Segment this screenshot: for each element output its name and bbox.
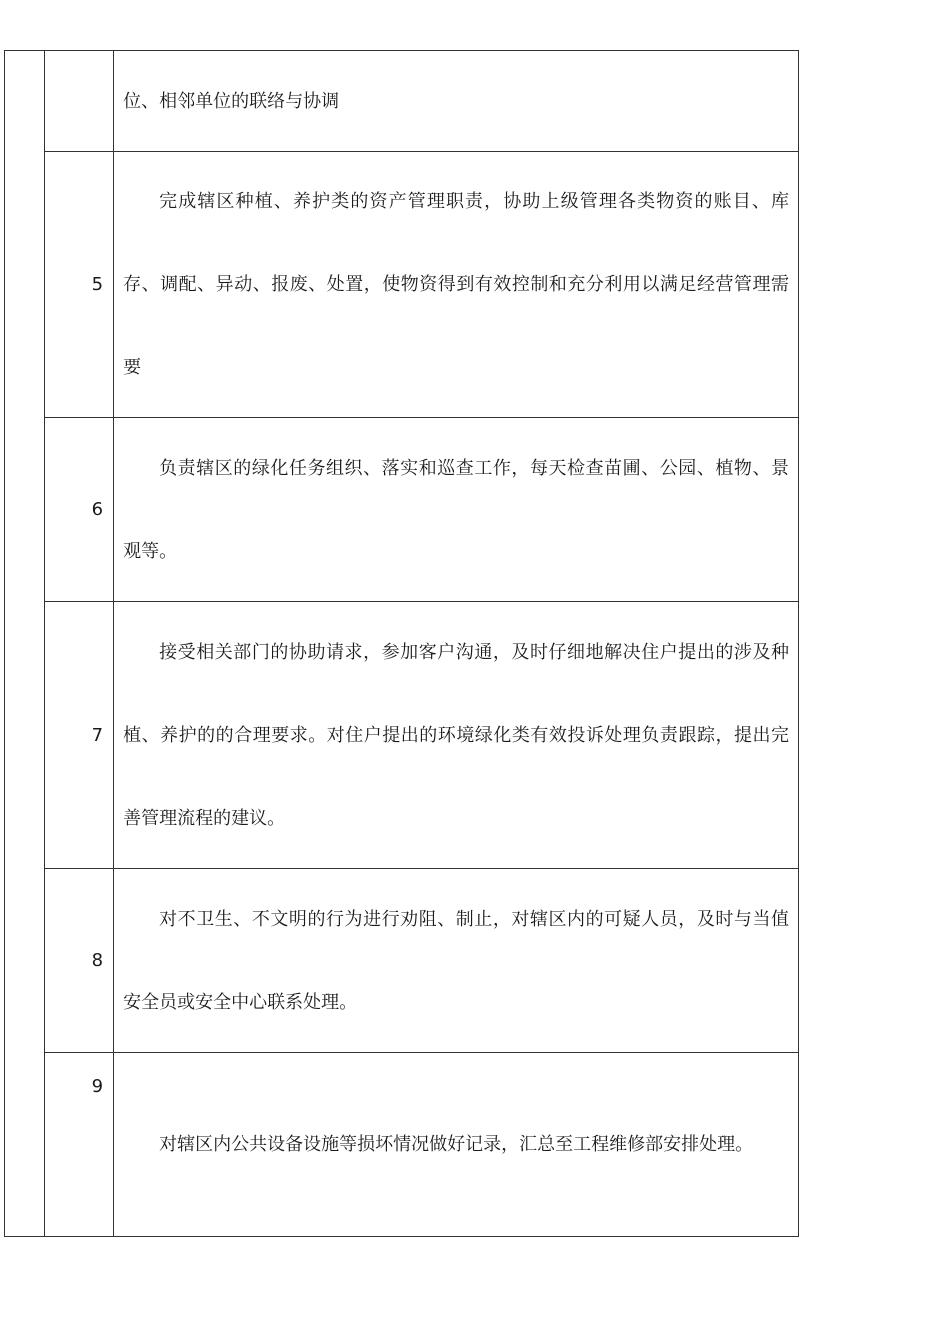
- duty-text-content: 对不卫生、不文明的行为进行劝阻、制止，对辖区内的可疑人员，及时与当值安全员或安全中心联系处理。: [123, 908, 789, 1013]
- table-row: [5, 602, 799, 869]
- duty-text: [114, 602, 799, 869]
- row-number: 6: [45, 418, 114, 602]
- duty-text: [114, 51, 799, 152]
- outer-label-cell: [5, 51, 45, 1237]
- duty-text-content: 负责辖区的绿化任务组织、落实和巡查工作，每天检查苗圃、公园、植物、景观等。: [123, 457, 789, 562]
- row-number: 7: [45, 602, 114, 869]
- duty-text-content: 位、相邻单位的联络与协调: [123, 90, 340, 112]
- duty-text: [114, 869, 799, 1053]
- row-number: 8: [45, 869, 114, 1053]
- row-number: [45, 51, 114, 152]
- duty-text-content: 完成辖区种植、养护类的资产管理职责，协助上级管理各类物资的账目、库存、调配、异动、报废、处置，使物资得到有效控制和充分利用以满足经营管理需要: [123, 191, 789, 378]
- table-row: [5, 1053, 799, 1237]
- duty-text: [114, 418, 799, 602]
- duty-table: [4, 50, 799, 1237]
- table-row: [5, 418, 799, 602]
- table-row: [5, 51, 799, 152]
- table-row: [5, 152, 799, 418]
- duty-text: [114, 152, 799, 418]
- duty-text-content: 接受相关部门的协助请求，参加客户沟通，及时仔细地解决住户提出的涉及种植、养护的的合理要求。对住户提出的环境绿化类有效投诉处理负责跟踪，提出完善管理流程的建议。: [123, 641, 789, 829]
- row-number: 5: [45, 152, 114, 418]
- table-row: [5, 869, 799, 1053]
- duty-text: [114, 1053, 799, 1237]
- row-number: 9: [45, 1053, 114, 1237]
- duty-text-content: 对辖区内公共设备设施等损坏情况做好记录，汇总至工程维修部安排处理。: [159, 1134, 754, 1155]
